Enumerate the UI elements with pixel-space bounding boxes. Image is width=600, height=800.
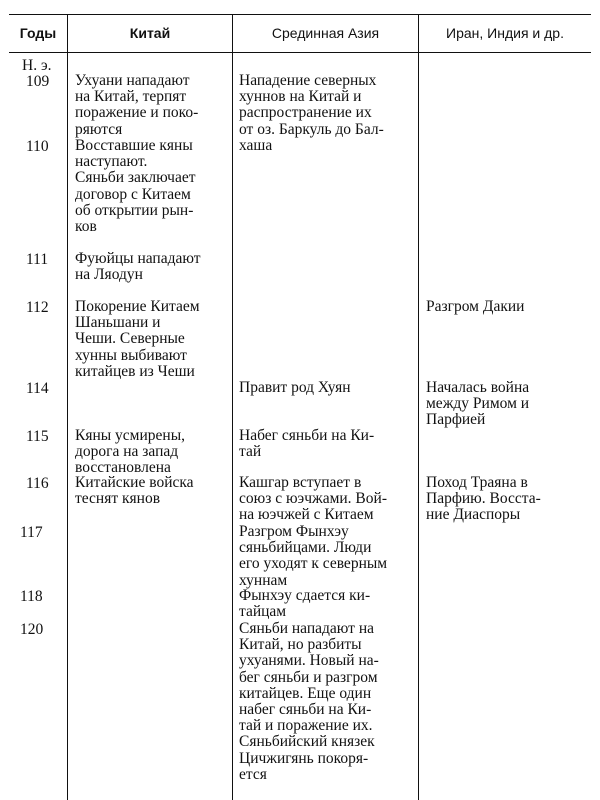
year-cell: 118 [20,588,43,605]
central-asia-event: Сяньби нападают на Китай, но разбиты ухуанями. Новый на- бег сяньби и разгром китайцев. Еще один набег сяньби на Ки- тай и поражение их. Сяньбийский князек Цичжигянь покоря- ется [239,620,379,783]
year-cell: 117 [20,524,43,541]
column-divider [67,14,68,800]
central-asia-event: Нападение северных хуннов на Китай и распространение их от оз. Баркуль до Бал- хаша [239,72,384,154]
china-event: Ухуани нападают на Китай, терпят поражение и поко- ряются [75,72,199,138]
header-years: Годы [19,25,57,41]
year-cell: 116 [26,475,49,492]
central-asia-event: Правит род Хуян [239,379,351,396]
central-asia-event: Набег сяньби на Ки- тай [239,427,375,461]
column-divider [232,14,233,800]
china-event: Фуюйцы нападают на Ляодун [75,250,201,284]
china-event: Восставшие кяны наступают. Сяньби заключает договор с Китаем об открытии рын- ков [75,137,196,236]
iran-india-event: Поход Траяна в Парфию. Восста- ние Диаспоры [426,474,541,524]
central-asia-event: Фынхэу сдается ки- тайцам [239,587,371,621]
china-event: Кяны усмирены, дорога на запад восстановлена [75,427,185,477]
iran-india-event: Началась война между Римом и Парфией [426,379,530,429]
year-cell: 112 [26,299,49,316]
central-asia-event: Разгром Фынхэу сяньбийцами. Люди его уходят к северным хуннам [239,523,388,589]
year-cell: 120 [20,621,44,638]
central-asia-event: Кашгар вступает в союз с юэчжами. Вой- на юэчжей с Китаем [239,474,387,524]
column-divider [418,14,419,800]
year-cell: 110 [26,138,49,155]
era-label: Н. э. [22,57,52,74]
year-cell: 114 [26,380,49,397]
iran-india-event: Разгром Дакии [426,298,525,315]
year-cell: 115 [26,428,49,445]
china-event: Китайские войска теснят кянов [75,474,194,508]
year-cell: 109 [26,73,50,90]
header-central-asia: Срединная Азия [271,25,380,41]
header-china: Китай [129,25,171,41]
year-cell: 111 [26,251,49,268]
header-iran-india: Иран, Индия и др. [446,25,564,41]
china-event: Покорение Китаем Шаньшани и Чеши. Северные хунны выбивают китайцев из Чеши [75,298,200,380]
header-bottom-rule [9,52,591,53]
